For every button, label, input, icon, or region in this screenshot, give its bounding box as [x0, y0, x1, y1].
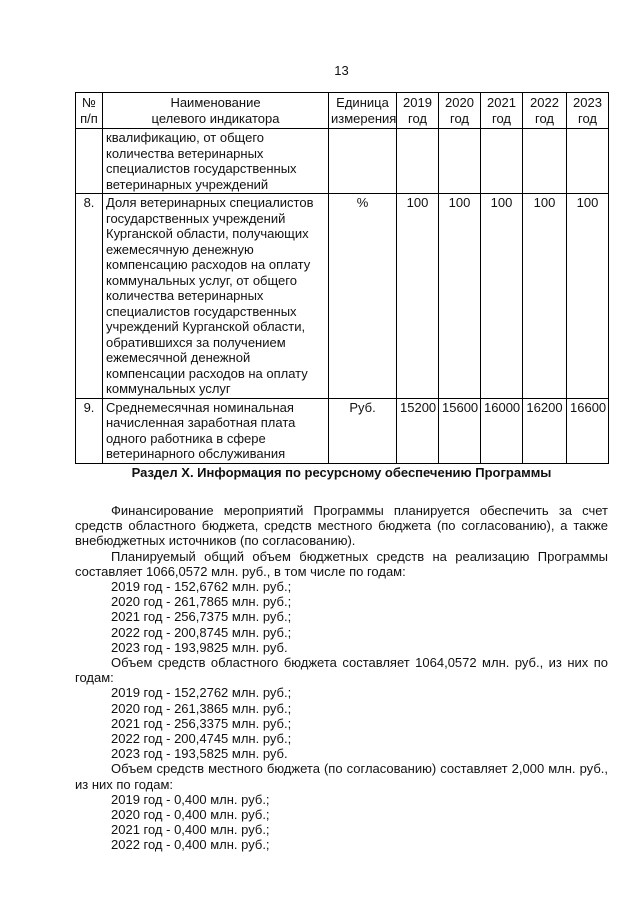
indicator-name-line: учреждений Курганской области,	[106, 319, 306, 334]
indicator-name-line: количества ветеринарных	[106, 288, 264, 303]
indicator-name-line: компенсацию расходов на оплату	[106, 257, 311, 272]
year-value-cell	[481, 129, 523, 194]
year-amount-item: 2022 год - 200,8745 млн. руб.;	[111, 624, 292, 640]
indicator-name-line: Курганской области, получающих	[106, 226, 309, 241]
header-num-line1: №	[82, 95, 96, 110]
year-value-cell	[439, 129, 481, 194]
header-year-value: 2022	[530, 95, 559, 110]
indicator-name-line: ветеринарного обслуживания	[106, 446, 286, 461]
indicator-name-line: ежемесячную денежную	[106, 241, 254, 257]
year-value-cell: 100	[523, 194, 567, 399]
year-amount-item: 2021 год - 0,400 млн. руб.;	[111, 822, 270, 838]
header-year-suffix: год	[450, 110, 469, 126]
year-amount-item: 2020 год - 261,3865 млн. руб.;	[111, 700, 292, 716]
year-value-cell: 15200	[397, 398, 439, 463]
header-unit-line2: измерения	[331, 110, 397, 126]
table-header-row	[76, 93, 609, 129]
table-row	[76, 398, 609, 463]
year-value-cell: 100	[397, 194, 439, 399]
indicator-name-line: начисленная заработная плата	[106, 415, 296, 430]
year-value-cell: 100	[567, 194, 609, 399]
row-number-cell: 9.	[76, 398, 103, 463]
paragraph-regional-budget: Объем средств областного бюджета составляет 1064,0572 млн. руб., из них по годам:	[75, 655, 608, 686]
year-amount-item: 2022 год - 200,4745 млн. руб.;	[111, 731, 292, 747]
year-value-cell: 100	[481, 194, 523, 399]
header-year	[567, 93, 609, 129]
year-value-cell	[567, 129, 609, 194]
paragraph-financing: Финансирование мероприятий Программы планируется обеспечить за счет средств областного бюджета, средств местного бюджета (по согласованию), а также внебюджетных источников (по согласованию).	[75, 503, 608, 549]
header-year-value: 2023	[573, 95, 602, 110]
year-amount-item: 2019 год - 152,2762 млн. руб.;	[111, 685, 292, 701]
header-year-suffix: год	[408, 110, 427, 126]
section-heading: Раздел X. Информация по ресурсному обеспечению Программы	[131, 465, 552, 480]
header-year-value: 2021	[487, 95, 516, 110]
header-num	[76, 93, 103, 129]
year-amount-item: 2021 год - 256,3375 млн. руб.;	[111, 715, 292, 731]
indicator-name-cell	[103, 194, 329, 399]
paragraph-local-budget: Объем средств местного бюджета (по согласованию) составляет 2,000 млн. руб., из них по годам:	[75, 761, 608, 792]
year-amount-item: 2021 год - 256,7375 млн. руб.;	[111, 609, 292, 625]
page-number: 13	[334, 63, 349, 78]
unit-cell: Руб.	[329, 398, 397, 463]
year-value-cell	[397, 129, 439, 194]
header-year	[439, 93, 481, 129]
indicator-name-line: специалистов государственных	[106, 161, 297, 176]
header-name-line2: целевого индикатора	[151, 110, 280, 126]
header-year-value: 2019	[403, 95, 432, 110]
header-year	[397, 93, 439, 129]
indicator-name-line: ветеринарных учреждений	[106, 176, 269, 192]
year-amount-item: 2023 год - 193,9825 млн. руб.	[111, 639, 288, 655]
header-year-suffix: год	[492, 110, 511, 126]
paragraph-total-volume: Планируемый общий объем бюджетных средств на реализацию Программы составляет 1066,0572 млн. руб., в том числе по годам:	[75, 548, 608, 579]
year-amount-item: 2019 год - 0,400 млн. руб.;	[111, 791, 270, 807]
year-value-cell: 16000	[481, 398, 523, 463]
unit-cell: %	[329, 194, 397, 399]
row-number-cell	[76, 129, 103, 194]
header-name	[103, 93, 329, 129]
year-amount-item: 2022 год - 0,400 млн. руб.;	[111, 837, 270, 853]
header-year-suffix: год	[578, 110, 597, 126]
header-year-value: 2020	[445, 95, 474, 110]
year-value-cell: 100	[439, 194, 481, 399]
header-unit	[329, 93, 397, 129]
indicator-name-line: квалификацию, от общего	[106, 130, 265, 145]
year-amount-item: 2020 год - 261,7865 млн. руб.;	[111, 594, 292, 610]
section-body	[75, 503, 608, 853]
table-row	[76, 194, 609, 399]
indicator-name-line: количества ветеринарных	[106, 145, 264, 161]
target-indicators-table	[75, 92, 609, 464]
local-by-year-list	[75, 792, 608, 853]
indicator-name-line: специалистов государственных	[106, 303, 297, 319]
indicator-name-line: ежемесячной денежной	[106, 350, 251, 365]
header-unit-line1: Единица	[336, 95, 389, 110]
year-value-cell: 16600	[567, 398, 609, 463]
indicator-name-cell	[103, 398, 329, 463]
indicator-name-line: обратившихся за получением	[106, 334, 286, 350]
header-name-line1: Наименование	[170, 95, 261, 110]
regional-by-year-list	[75, 685, 608, 761]
indicator-name-line: коммунальных услуг, от общего	[106, 272, 297, 288]
indicator-name-cell	[103, 129, 329, 194]
table-row	[76, 129, 609, 194]
indicator-name-line: коммунальных услуг	[106, 381, 231, 396]
unit-cell	[329, 129, 397, 194]
indicator-name-line: Доля ветеринарных специалистов	[106, 195, 314, 210]
year-amount-item: 2023 год - 193,5825 млн. руб.	[111, 746, 288, 762]
indicator-name-line: государственных учреждений	[106, 210, 286, 226]
row-number-cell: 8.	[76, 194, 103, 399]
indicator-name-line: компенсации расходов на оплату	[106, 365, 308, 381]
year-amount-item: 2019 год - 152,6762 млн. руб.;	[111, 579, 292, 595]
header-year	[523, 93, 567, 129]
year-value-cell: 16200	[523, 398, 567, 463]
header-year-suffix: год	[535, 110, 554, 126]
header-num-line2: п/п	[80, 110, 98, 126]
year-amount-item: 2020 год - 0,400 млн. руб.;	[111, 807, 270, 823]
year-value-cell	[523, 129, 567, 194]
header-year	[481, 93, 523, 129]
indicator-name-line: Среднемесячная номинальная	[106, 399, 294, 415]
year-value-cell: 15600	[439, 398, 481, 463]
indicator-name-line: одного работника в сфере	[106, 430, 266, 446]
total-by-year-list	[75, 579, 608, 655]
